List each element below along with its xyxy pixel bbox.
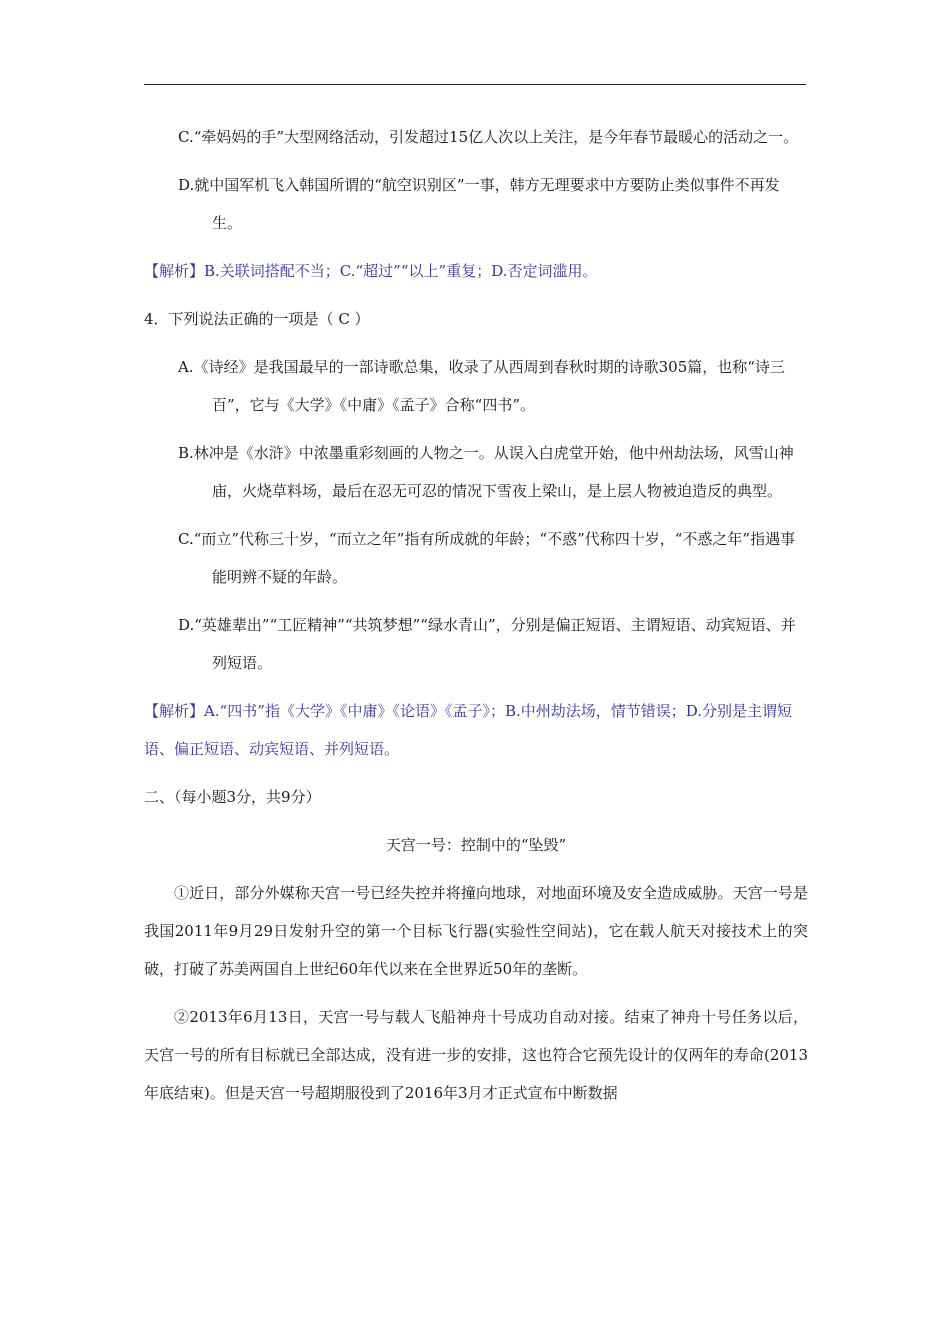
q4-option-c: C.“而立”代称三十岁，“而立之年”指有所成就的年龄；“不惑”代称四十岁，“不惑之年”指遇事能明辨不疑的年龄。 xyxy=(178,530,796,586)
analysis-tag: 【解析】 xyxy=(144,262,205,280)
header-rule xyxy=(144,84,806,85)
q4-analysis xyxy=(144,692,808,768)
q3-analysis xyxy=(144,252,808,290)
q4-option-b: B.林冲是《水浒》中浓墨重彩刻画的人物之一。从误入白虎堂开始，他中州劫法场，风雪山神庙，火烧草料场，最后在忍无可忍的情况下雪夜上梁山，是上层人物被迫造反的典型。 xyxy=(178,444,794,500)
q3-option-d: D.就中国军机飞入韩国所谓的“航空识别区”一事，韩方无理要求中方要防止类似事件不再发生。 xyxy=(178,176,780,232)
article-paragraph-2: ②2013年6月13日，天宫一号与载人飞船神舟十号成功自动对接。结束了神舟十号任务以后，天宫一号的所有目标就已全部达成，没有进一步的安排，这也符合它预先设计的仅两年的寿命(2013年底结束)。但是天宫一号超期服役到了2016年3月才正式宣布中断数据 xyxy=(144,1008,808,1102)
analysis-text: B.关联词搭配不当；C.“超过”“以上”重复；D.否定词滥用。 xyxy=(204,262,598,280)
analysis-text: A.“四书”指《大学》《中庸》《论语》《孟子》；B.中州劫法场，情节错误；D.分别是主谓短语、偏正短语、动宾短语、并列短语。 xyxy=(144,702,793,758)
analysis-tag: 【解析】 xyxy=(144,702,205,720)
article-paragraph-1: ①近日，部分外媒称天宫一号已经失控并将撞向地球，对地面环境及安全造成威胁。天宫一号是我国2011年9月29日发射升空的第一个目标飞行器(实验性空间站)，它在载人航天对接技术上的突破，打破了苏美两国自上世纪60年代以来在全世界近50年的垄断。 xyxy=(144,884,808,978)
q4-stem: 4．下列说法正确的一项是（ C ） xyxy=(144,310,370,328)
q4-option-a: A.《诗经》是我国最早的一部诗歌总集，收录了从西周到春秋时期的诗歌305篇，也称“诗三百”，它与《大学》《中庸》《孟子》合称“四书”。 xyxy=(178,358,785,414)
document-body xyxy=(144,118,808,1122)
q3-option-c: C.“牵妈妈的手”大型网络活动，引发超过15亿人次以上关注，是今年春节最暖心的活动之一。 xyxy=(178,128,799,146)
q4-option-d: D.“英雄辈出”“工匠精神”“共筑梦想”“绿水青山”，分别是偏正短语、主谓短语、动宾短语、并列短语。 xyxy=(178,616,796,672)
article-title: 天宫一号：控制中的“坠毁” xyxy=(385,836,567,854)
section-heading: 二、（每小题3分，共9分） xyxy=(144,788,321,806)
